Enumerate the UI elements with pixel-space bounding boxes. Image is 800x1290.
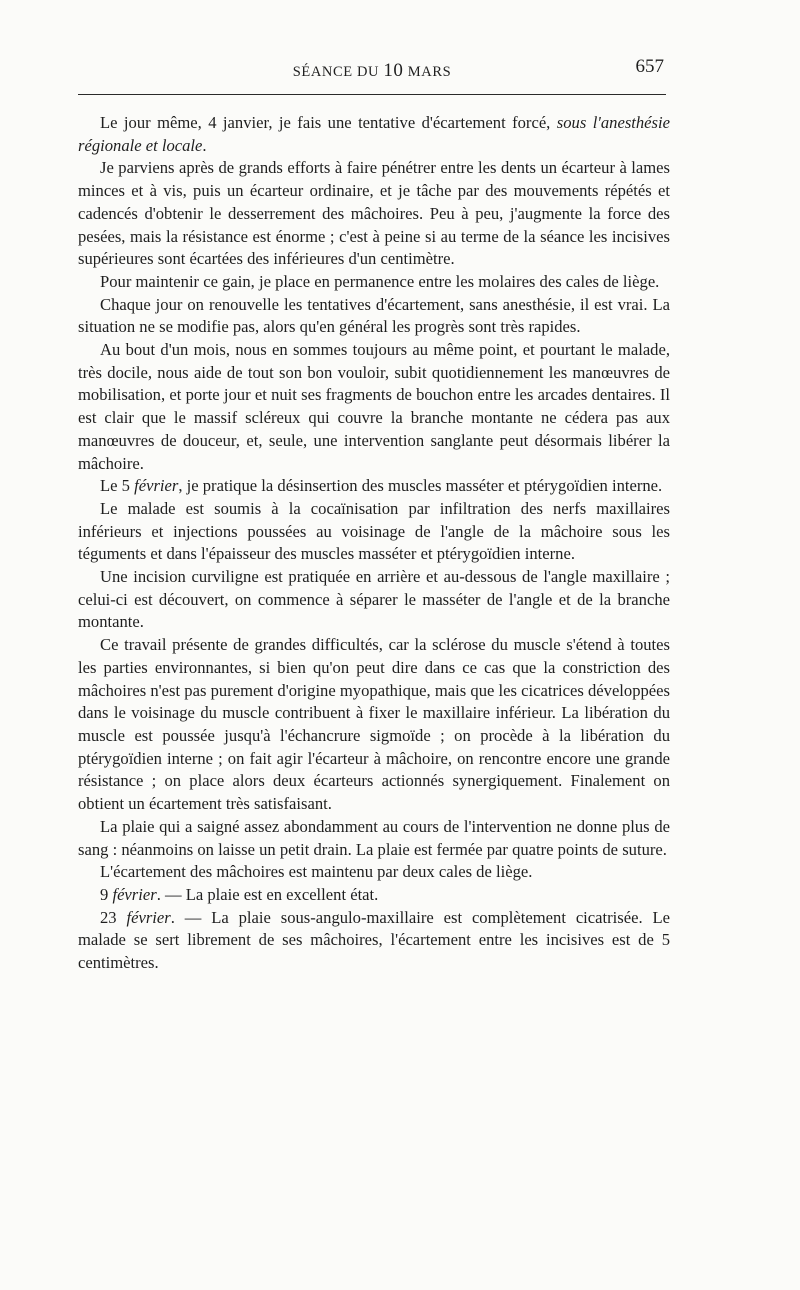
paragraph bbox=[78, 112, 670, 157]
body-text bbox=[78, 112, 670, 975]
paragraph-text: L'écartement des mâchoires est maintenu par deux cales de liège. bbox=[100, 862, 533, 882]
paragraph bbox=[78, 884, 670, 907]
paragraph bbox=[78, 294, 670, 339]
paragraph-text: . — La plaie sous-angulo-maxillaire est complètement cicatrisée. Le malade se sert librement de ses mâchoires, l'écartement entre les incisives est de 5 centimètres. bbox=[78, 907, 670, 973]
paragraph bbox=[78, 339, 670, 475]
paragraph bbox=[78, 157, 670, 271]
paragraph-text: La plaie qui a saigné assez abondamment au cours de l'intervention ne donne plus de sang : néanmoins on laisse un petit drain. La plaie est fermée par quatre points de suture. bbox=[78, 816, 670, 859]
running-head-part-1: SÉANCE DU bbox=[292, 64, 384, 80]
paragraph-text: Le malade est soumis à la cocaïnisation par infiltration des nerfs maxillaires inférieurs et injections poussées au voisinage de l'angle de la mâchoire sous les téguments et dans l'épaisseur des muscles masséter et ptérygoïdien interne. bbox=[78, 498, 670, 564]
paragraph-text: Ce travail présente de grandes difficultés, car la sclérose du muscle s'étend à toutes les parties environnantes, si bien qu'on peut dire dans ce cas que la constriction des mâchoires n'est pas purement d'origine myopathique, mais que les cicatrices développées dans le voisinage du muscle contribuent à fixer le maxillaire inférieur. La libération du muscle est poussée jusqu'à l'échancrure sigmoïde ; on procède à la libération du ptérygoïdien interne ; on fait agir l'écarteur à mâchoire, on rencontre encore une grande résistance ; on place alors deux écarteurs actionnés synergiquement. Finalement on obtient un écartement très satisfaisant. bbox=[78, 635, 670, 814]
paragraph-text: 23 bbox=[100, 907, 127, 927]
paragraph-text: Au bout d'un mois, nous en sommes toujours au même point, et pourtant le malade, très docile, nous aide de tout son bon vouloir, subit quotidiennement les manœuvres de mobilisation, et porte jour et nuit ses fragments de bouchon entre les arcades dentaires. Il est clair que le massif scléreux qui couvre la branche montante ne cédera pas aux manœuvres de douceur, et, seule, une intervention sanglante peut désormais libérer la mâchoire. bbox=[78, 340, 670, 473]
page-header bbox=[78, 56, 666, 84]
paragraph bbox=[78, 634, 670, 816]
header-rule bbox=[78, 94, 666, 95]
paragraph-text: Le 5 bbox=[100, 476, 135, 496]
paragraph bbox=[78, 907, 670, 975]
running-head bbox=[78, 60, 666, 82]
paragraph-text: Une incision curviligne est pratiquée en arrière et au-dessous de l'angle maxillaire ; celui-ci est découvert, on commence à séparer le masséter de l'angle et de la branche montante. bbox=[78, 567, 670, 632]
running-head-part-2: MARS bbox=[403, 64, 452, 80]
running-head-date-number: 10 bbox=[383, 60, 404, 81]
paragraph bbox=[78, 498, 670, 566]
paragraph-text: Le jour même, 4 janvier, je fais une tentative d'écartement forcé, bbox=[100, 113, 557, 132]
paragraph bbox=[78, 816, 670, 861]
paragraph-text: Pour maintenir ce gain, je place en permanence entre les molaires des cales de liège. bbox=[100, 271, 660, 291]
page-number: 657 bbox=[635, 56, 664, 77]
paragraph-text: , je pratique la désinsertion des muscles masséter et ptérygoïdien interne. bbox=[178, 476, 663, 496]
paragraph-text: . bbox=[202, 135, 207, 155]
paragraph-italic: février bbox=[134, 476, 179, 496]
paragraph-text: 9 bbox=[100, 884, 113, 904]
paragraph-italic: février bbox=[126, 907, 171, 927]
paragraph bbox=[78, 475, 670, 498]
paragraph bbox=[78, 861, 670, 884]
paragraph bbox=[78, 271, 670, 294]
paragraph-text: Chaque jour on renouvelle les tentatives d'écartement, sans anesthésie, il est vrai. La situation ne se modifie pas, alors qu'en général les progrès sont très rapides. bbox=[78, 294, 670, 337]
paragraph-text: Je parviens après de grands efforts à faire pénétrer entre les dents un écarteur à lames minces et à vis, puis un écarteur ordinaire, et je tâche par des mouvements répétés et cadencés d'obtenir le desserrement des mâchoires. Peu à peu, j'augmente la force des pesées, mais la résistance est énorme ; c'est à peine si au terme de la séance les incisives supérieures sont écartées des inférieures d'un centimètre. bbox=[78, 158, 670, 269]
paragraph-text: . — La plaie est en excellent état. bbox=[156, 884, 379, 904]
paragraph-italic: sous l'anesthésie régionale et locale bbox=[78, 113, 670, 155]
paragraph bbox=[78, 566, 670, 634]
paragraph-italic: février bbox=[112, 884, 157, 904]
